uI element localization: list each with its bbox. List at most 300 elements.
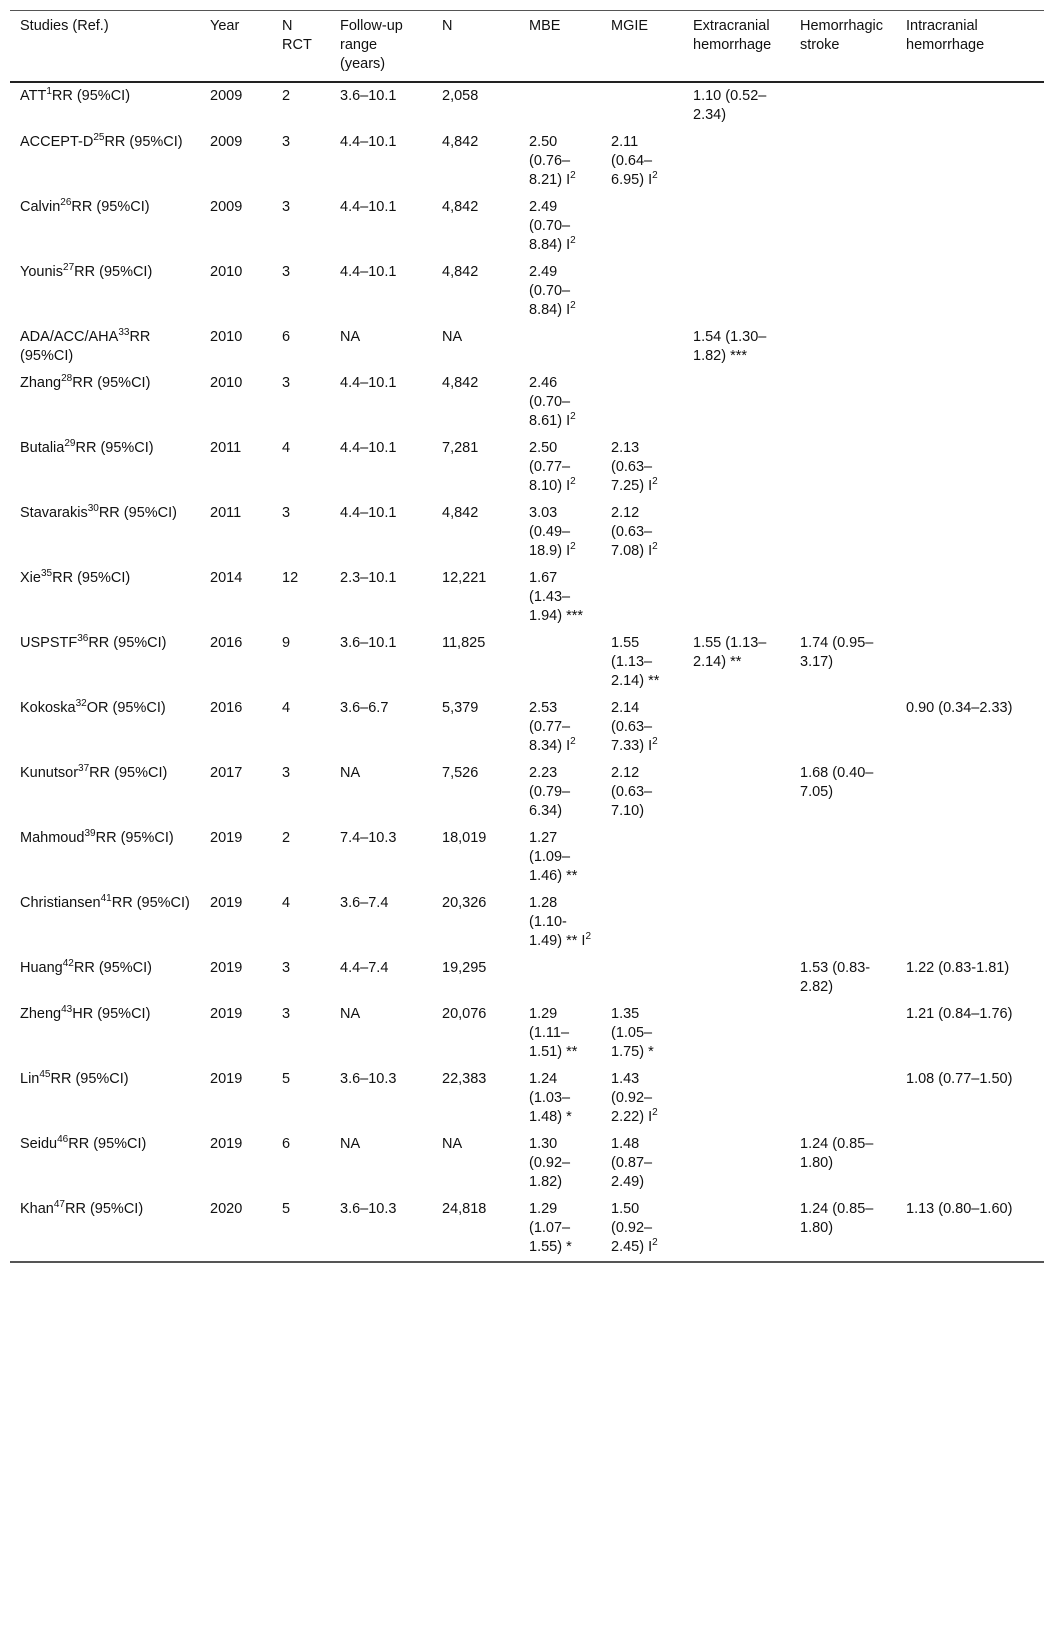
study-ref: 39 xyxy=(84,828,96,840)
header-hemorrhagic-stroke: Hemorrhagic stroke xyxy=(800,18,883,53)
cell-n: 7,281 xyxy=(442,440,479,456)
cell-mbe-value: 2.53 (0.77–8.34) xyxy=(529,700,571,754)
cell-hemorrhagic-stroke xyxy=(790,129,896,194)
cell-n-rct: 3 xyxy=(282,375,291,391)
cell-hemorrhagic-stroke xyxy=(790,1001,896,1066)
header-studies: Studies (Ref.) xyxy=(20,18,109,34)
cell-mbe xyxy=(519,1066,601,1131)
cell-year: 2010 xyxy=(210,329,243,345)
cell-mbe xyxy=(519,370,601,435)
study-name: Huang xyxy=(20,960,63,976)
cell-intracranial xyxy=(896,1066,1044,1131)
cell-mgie-i2: $I^2$ xyxy=(648,476,658,494)
cell-intracranial xyxy=(896,695,1044,760)
cell-mgie xyxy=(601,695,683,760)
cell-mbe xyxy=(519,1001,601,1066)
header-mbe: MBE xyxy=(529,18,561,34)
cell-intracranial-value: 1.21 (0.84–1.76) xyxy=(906,1006,1013,1022)
cell-mbe xyxy=(519,760,601,825)
cell-n-rct: 2 xyxy=(282,88,291,104)
cell-n: 7,526 xyxy=(442,765,479,781)
study-measure: RR (95%CI) xyxy=(98,505,177,521)
table-row xyxy=(10,1131,1044,1196)
cell-mbe-value: 2.49 (0.70–8.84) xyxy=(529,199,571,253)
header-follow-up: Follow-up range (years) xyxy=(340,18,403,72)
cell-n: 4,842 xyxy=(442,134,479,150)
study-name: ATT xyxy=(20,88,47,104)
study-measure: RR (95%CI) xyxy=(50,1071,129,1087)
cell-follow-up: 3.6–7.4 xyxy=(340,895,389,911)
cell-year: 2010 xyxy=(210,264,243,280)
cell-intracranial xyxy=(896,194,1044,259)
cell-mgie xyxy=(601,82,683,129)
cell-n-rct: 4 xyxy=(282,440,291,456)
cell-mgie xyxy=(601,194,683,259)
cell-mgie-i2: $I^2$ xyxy=(648,736,658,754)
table-row xyxy=(10,1196,1044,1262)
table-row xyxy=(10,82,1044,129)
cell-hemorrhagic-stroke xyxy=(790,1196,896,1262)
cell-n: 12,221 xyxy=(442,570,487,586)
cell-hemorrhagic-stroke xyxy=(790,955,896,1001)
cell-mbe-value: 1.29 (1.11–1.51) ** xyxy=(529,1006,578,1060)
cell-mbe-value: 1.30 (0.92–1.82) xyxy=(529,1136,571,1190)
cell-extracranial xyxy=(683,370,790,435)
table-row xyxy=(10,324,1044,370)
cell-follow-up: NA xyxy=(340,765,361,781)
cell-mgie xyxy=(601,129,683,194)
cell-hemorrhagic-stroke xyxy=(790,695,896,760)
cell-extracranial xyxy=(683,129,790,194)
study-ref: 35 xyxy=(40,568,53,580)
cell-year: 2009 xyxy=(210,199,243,215)
cell-mbe-value: 1.24 (1.03–1.48) * xyxy=(529,1071,572,1125)
header-row xyxy=(10,11,1044,83)
table-row xyxy=(10,630,1044,695)
study-measure: RR (95%CI) xyxy=(104,134,183,150)
cell-mbe-i2: $I^2$ xyxy=(566,476,576,494)
study-name: ACCEPT-D xyxy=(20,134,94,150)
study-ref: 26 xyxy=(60,197,72,209)
cell-mgie-value: 1.55 (1.13–2.14) ** xyxy=(611,635,660,689)
cell-year: 2019 xyxy=(210,960,243,976)
study-ref: 47 xyxy=(53,1199,65,1211)
study-name: USPSTF xyxy=(20,635,78,651)
cell-study xyxy=(10,500,200,565)
cell-intracranial xyxy=(896,370,1044,435)
study-ref: 29 xyxy=(64,438,76,450)
cell-intracranial xyxy=(896,324,1044,370)
cell-intracranial xyxy=(896,435,1044,500)
cell-extracranial xyxy=(683,500,790,565)
header-intracranial: Intracranial hemorrhage xyxy=(906,18,985,53)
header-mgie: MGIE xyxy=(611,18,649,34)
cell-mgie-value: 2.12 (0.63–7.08) xyxy=(611,505,653,559)
cell-extracranial xyxy=(683,1001,790,1066)
study-measure: RR (95%CI) xyxy=(65,1201,144,1217)
cell-follow-up: NA xyxy=(340,1006,361,1022)
cell-mgie xyxy=(601,630,683,695)
cell-extracranial xyxy=(683,194,790,259)
cell-mbe-value: 1.29 (1.07–1.55) * xyxy=(529,1201,572,1255)
cell-intracranial-value: 1.08 (0.77–1.50) xyxy=(906,1071,1013,1087)
cell-follow-up: NA xyxy=(340,1136,361,1152)
cell-mbe xyxy=(519,825,601,890)
cell-n: 22,383 xyxy=(442,1071,487,1087)
cell-follow-up: NA xyxy=(340,329,361,345)
cell-study xyxy=(10,82,200,129)
study-ref: 33 xyxy=(118,327,130,339)
cell-n-rct: 5 xyxy=(282,1071,291,1087)
cell-mbe-i2: $I^2$ xyxy=(566,736,576,754)
cell-mgie-value: 1.50 (0.92–2.45) xyxy=(611,1201,653,1255)
cell-n: 4,842 xyxy=(442,264,479,280)
cell-extracranial xyxy=(683,890,790,955)
cell-study xyxy=(10,695,200,760)
table-row xyxy=(10,1001,1044,1066)
study-measure: RR (95%CI) xyxy=(71,199,150,215)
cell-mbe xyxy=(519,630,601,695)
cell-intracranial xyxy=(896,1131,1044,1196)
cell-mgie xyxy=(601,1066,683,1131)
cell-year: 2019 xyxy=(210,830,243,846)
cell-study xyxy=(10,129,200,194)
cell-mgie-value: 2.12 (0.63–7.10) xyxy=(611,765,653,819)
cell-intracranial-value: 0.90 (0.34–2.33) xyxy=(906,700,1013,716)
cell-intracranial xyxy=(896,1001,1044,1066)
cell-n-rct: 6 xyxy=(282,1136,291,1152)
cell-extracranial xyxy=(683,630,790,695)
cell-mgie xyxy=(601,825,683,890)
header-year: Year xyxy=(210,18,240,34)
study-measure: RR (95%CI) xyxy=(89,765,168,781)
cell-extracranial xyxy=(683,1131,790,1196)
cell-mbe-value: 2.46 (0.70–8.61) xyxy=(529,375,571,429)
study-measure: RR (95%CI) xyxy=(111,895,190,911)
cell-n: 5,379 xyxy=(442,700,479,716)
cell-extracranial xyxy=(683,565,790,630)
cell-mbe-i2: $I^2$ xyxy=(581,931,591,949)
cell-study xyxy=(10,435,200,500)
cell-n-rct: 12 xyxy=(282,570,299,586)
cell-study xyxy=(10,565,200,630)
cell-year: 2019 xyxy=(210,1071,243,1087)
cell-n: 11,825 xyxy=(442,635,486,651)
cell-mgie-value: 1.35 (1.05–1.75) * xyxy=(611,1006,654,1060)
cell-mgie xyxy=(601,890,683,955)
cell-intracranial xyxy=(896,890,1044,955)
cell-extracranial-value: 1.54 (1.30–1.82) *** xyxy=(693,329,767,364)
cell-study xyxy=(10,890,200,955)
cell-extracranial xyxy=(683,435,790,500)
cell-mbe-i2: $I^2$ xyxy=(566,235,576,253)
cell-mbe-value: 1.28 (1.10-1.49) ** xyxy=(529,895,578,949)
cell-mgie xyxy=(601,435,683,500)
cell-mbe-value: 1.27 (1.09–1.46) ** xyxy=(529,830,578,884)
study-ref: 25 xyxy=(93,132,105,144)
cell-mbe-value: 2.50 (0.76–8.21) xyxy=(529,134,571,188)
study-ref: 28 xyxy=(61,373,73,385)
cell-follow-up: 4.4–10.1 xyxy=(340,440,397,456)
cell-study xyxy=(10,825,200,890)
cell-n-rct: 9 xyxy=(282,635,291,651)
cell-hemorrhagic-stroke xyxy=(790,760,896,825)
cell-n-rct: 6 xyxy=(282,329,291,345)
cell-follow-up: 3.6–6.7 xyxy=(340,700,389,716)
table-row xyxy=(10,435,1044,500)
study-ref: 43 xyxy=(61,1004,73,1016)
study-name: Mahmoud xyxy=(20,830,85,846)
cell-follow-up: 3.6–10.1 xyxy=(340,635,397,651)
study-name: Seidu xyxy=(20,1136,58,1152)
cell-study xyxy=(10,1196,200,1262)
cell-hemorrhagic-stroke xyxy=(790,194,896,259)
cell-intracranial xyxy=(896,1196,1044,1262)
study-name: Christiansen xyxy=(20,895,101,911)
cell-mgie xyxy=(601,500,683,565)
cell-intracranial xyxy=(896,259,1044,324)
cell-mgie xyxy=(601,1196,683,1262)
cell-year: 2010 xyxy=(210,375,243,391)
study-name: ADA/ACC/AHA xyxy=(20,329,119,345)
cell-n-rct: 2 xyxy=(282,830,291,846)
study-measure: RR (95%CI) xyxy=(88,635,167,651)
study-ref: 37 xyxy=(78,763,90,775)
cell-year: 2019 xyxy=(210,1136,243,1152)
study-ref: 27 xyxy=(63,262,75,274)
study-measure: RR (95%CI) xyxy=(73,960,153,976)
cell-intracranial xyxy=(896,565,1044,630)
cell-hemorrhagic-stroke xyxy=(790,630,896,695)
cell-n-rct: 3 xyxy=(282,1006,291,1022)
cell-mbe-value: 3.03 (0.49–18.9) xyxy=(529,505,571,559)
cell-hemorrhagic-stroke xyxy=(790,259,896,324)
header-n-rct: N RCT xyxy=(282,18,312,53)
cell-hemorrhagic-stroke xyxy=(790,435,896,500)
table-container xyxy=(10,10,1044,1263)
cell-follow-up: 4.4–10.1 xyxy=(340,375,397,391)
study-ref: 36 xyxy=(77,633,89,645)
study-name: Calvin xyxy=(20,199,61,215)
cell-mgie-i2: $I^2$ xyxy=(648,1237,658,1255)
cell-year: 2011 xyxy=(210,440,242,456)
cell-study xyxy=(10,194,200,259)
cell-hemorrhagic-stroke xyxy=(790,1131,896,1196)
cell-mgie-i2: $I^2$ xyxy=(648,541,658,559)
cell-study xyxy=(10,955,200,1001)
cell-mbe xyxy=(519,695,601,760)
cell-mbe xyxy=(519,129,601,194)
cell-n: 20,326 xyxy=(442,895,487,911)
cell-hemorrhagic-stroke-value: 1.68 (0.40–7.05) xyxy=(800,765,874,800)
cell-n-rct: 3 xyxy=(282,505,291,521)
table-row xyxy=(10,500,1044,565)
cell-mbe xyxy=(519,435,601,500)
cell-mbe-i2: $I^2$ xyxy=(566,411,576,429)
study-measure: RR (95%CI) xyxy=(68,1136,147,1152)
cell-study xyxy=(10,760,200,825)
study-name: Lin xyxy=(20,1071,40,1087)
study-measure: RR (95%CI) xyxy=(20,329,151,364)
cell-mgie-i2: $I^2$ xyxy=(648,1107,658,1125)
study-name: Kokoska xyxy=(20,700,76,716)
cell-intracranial xyxy=(896,82,1044,129)
cell-mbe-value: 2.50 (0.77–8.10) xyxy=(529,440,571,494)
cell-extracranial xyxy=(683,259,790,324)
cell-year: 2016 xyxy=(210,700,243,716)
cell-mgie-value: 2.14 (0.63–7.33) xyxy=(611,700,653,754)
cell-hemorrhagic-stroke-value: 1.74 (0.95–3.17) xyxy=(800,635,874,670)
cell-intracranial xyxy=(896,630,1044,695)
cell-n: 19,295 xyxy=(442,960,487,976)
cell-study xyxy=(10,1001,200,1066)
study-measure: RR (95%CI) xyxy=(95,830,174,846)
cell-hemorrhagic-stroke xyxy=(790,565,896,630)
cell-mbe xyxy=(519,194,601,259)
cell-intracranial xyxy=(896,760,1044,825)
cell-intracranial xyxy=(896,955,1044,1001)
cell-hemorrhagic-stroke xyxy=(790,324,896,370)
cell-mgie-value: 1.48 (0.87–2.49) xyxy=(611,1136,653,1190)
study-name: Khan xyxy=(20,1201,54,1217)
study-name: Stavarakis xyxy=(20,505,88,521)
table-row xyxy=(10,194,1044,259)
study-measure: OR (95%CI) xyxy=(86,700,166,716)
cell-n: 4,842 xyxy=(442,375,479,391)
cell-year: 2014 xyxy=(210,570,243,586)
table-row xyxy=(10,695,1044,760)
cell-study xyxy=(10,1066,200,1131)
study-name: Zhang xyxy=(20,375,62,391)
cell-study xyxy=(10,630,200,695)
cell-n: 4,842 xyxy=(442,505,479,521)
cell-mbe-i2: $I^2$ xyxy=(566,300,576,318)
study-measure: RR (95%CI) xyxy=(74,264,153,280)
cell-follow-up: 7.4–10.3 xyxy=(340,830,397,846)
cell-hemorrhagic-stroke-value: 1.53 (0.83-2.82) xyxy=(800,960,871,995)
cell-mbe-value: 2.49 (0.70–8.84) xyxy=(529,264,571,318)
cell-mbe-value: 2.23 (0.79–6.34) xyxy=(529,765,571,819)
cell-mgie-value: 1.43 (0.92–2.22) xyxy=(611,1071,653,1125)
cell-n: NA xyxy=(442,1136,463,1152)
cell-mgie xyxy=(601,1131,683,1196)
cell-follow-up: 4.4–10.1 xyxy=(340,264,397,280)
cell-extracranial-value: 1.10 (0.52–2.34) xyxy=(693,88,767,123)
study-measure: RR (95%CI) xyxy=(72,375,151,391)
cell-hemorrhagic-stroke xyxy=(790,890,896,955)
cell-extracranial xyxy=(683,955,790,1001)
cell-study xyxy=(10,1131,200,1196)
cell-intracranial-value: 1.13 (0.80–1.60) xyxy=(906,1201,1013,1217)
cell-follow-up: 4.4–10.1 xyxy=(340,505,397,521)
cell-intracranial xyxy=(896,129,1044,194)
study-ref: 1 xyxy=(46,86,52,98)
cell-intracranial-value: 1.22 (0.83-1.81) xyxy=(906,960,1010,976)
table-row xyxy=(10,1066,1044,1131)
study-measure: HR (95%CI) xyxy=(72,1006,151,1022)
cell-mbe xyxy=(519,324,601,370)
table-body xyxy=(10,82,1044,1262)
table-row xyxy=(10,565,1044,630)
cell-n-rct: 3 xyxy=(282,765,291,781)
cell-mbe xyxy=(519,259,601,324)
study-ref: 42 xyxy=(62,958,74,970)
cell-hemorrhagic-stroke xyxy=(790,370,896,435)
cell-mbe xyxy=(519,565,601,630)
cell-year: 2017 xyxy=(210,765,243,781)
cell-follow-up: 3.6–10.3 xyxy=(340,1071,397,1087)
cell-mbe xyxy=(519,500,601,565)
cell-year: 2019 xyxy=(210,895,243,911)
table-row xyxy=(10,955,1044,1001)
cell-n-rct: 3 xyxy=(282,199,291,215)
cell-study xyxy=(10,259,200,324)
study-measure: RR (95%CI) xyxy=(75,440,154,456)
cell-mbe xyxy=(519,890,601,955)
cell-extracranial xyxy=(683,825,790,890)
cell-follow-up: 2.3–10.1 xyxy=(340,570,397,586)
cell-n: 24,818 xyxy=(442,1201,487,1217)
cell-mgie xyxy=(601,955,683,1001)
table-row xyxy=(10,760,1044,825)
study-name: Butalia xyxy=(20,440,65,456)
cell-n-rct: 4 xyxy=(282,895,291,911)
cell-hemorrhagic-stroke xyxy=(790,1066,896,1131)
cell-mbe xyxy=(519,955,601,1001)
cell-follow-up: 4.4–10.1 xyxy=(340,134,397,150)
cell-mgie xyxy=(601,565,683,630)
study-name: Xie xyxy=(20,570,41,586)
study-ref: 30 xyxy=(87,503,99,515)
table-row xyxy=(10,370,1044,435)
cell-year: 2019 xyxy=(210,1006,243,1022)
cell-mgie-i2: $I^2$ xyxy=(648,170,658,188)
cell-hemorrhagic-stroke xyxy=(790,500,896,565)
cell-mgie xyxy=(601,1001,683,1066)
cell-n: NA xyxy=(442,329,463,345)
header-n: N xyxy=(442,18,453,34)
cell-n-rct: 3 xyxy=(282,960,291,976)
cell-mgie-value: 2.13 (0.63–7.25) xyxy=(611,440,653,494)
meta-analyses-table xyxy=(10,10,1044,1263)
cell-mgie xyxy=(601,370,683,435)
study-ref: 41 xyxy=(100,893,112,905)
cell-mbe xyxy=(519,1196,601,1262)
table-header xyxy=(10,11,1044,83)
study-name: Kunutsor xyxy=(20,765,79,781)
cell-n-rct: 5 xyxy=(282,1201,291,1217)
cell-n-rct: 3 xyxy=(282,134,291,150)
cell-mbe xyxy=(519,82,601,129)
header-extracranial: Extracranial hemorrhage xyxy=(693,18,772,53)
cell-n: 20,076 xyxy=(442,1006,487,1022)
cell-mgie xyxy=(601,259,683,324)
cell-mgie xyxy=(601,760,683,825)
cell-mbe xyxy=(519,1131,601,1196)
table-row xyxy=(10,259,1044,324)
cell-year: 2020 xyxy=(210,1201,243,1217)
cell-mgie xyxy=(601,324,683,370)
cell-study xyxy=(10,324,200,370)
cell-follow-up: 4.4–7.4 xyxy=(340,960,389,976)
cell-intracranial xyxy=(896,500,1044,565)
cell-extracranial xyxy=(683,1196,790,1262)
study-ref: 45 xyxy=(39,1069,51,1081)
cell-extracranial xyxy=(683,760,790,825)
cell-year: 2009 xyxy=(210,134,243,150)
cell-hemorrhagic-stroke xyxy=(790,825,896,890)
cell-extracranial-value: 1.55 (1.13–2.14) ** xyxy=(693,635,767,670)
